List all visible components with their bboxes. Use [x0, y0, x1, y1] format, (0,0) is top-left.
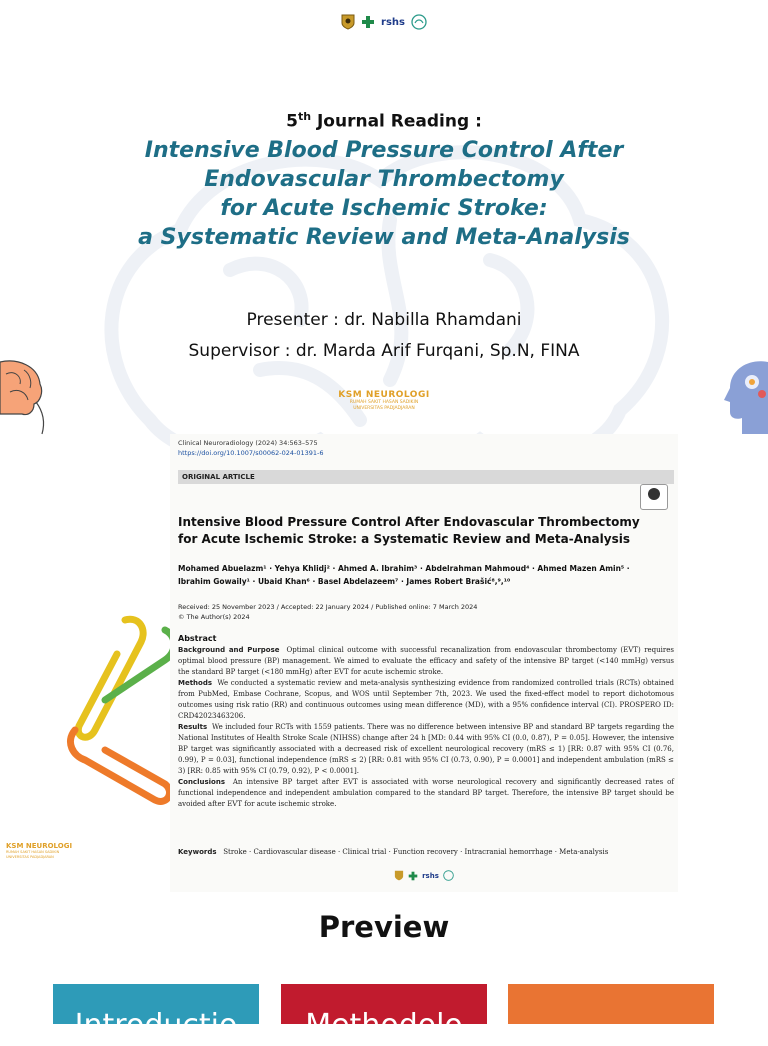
header-logos: [0, 10, 768, 34]
keywords: [178, 848, 674, 856]
paperclips-icon: [55, 610, 175, 810]
copyright-notice: © The Author(s) 2024: [178, 613, 250, 621]
people-block: [0, 305, 768, 367]
abstract-label-results: Results: [178, 723, 208, 731]
article-type-band: ORIGINAL ARTICLE: [178, 470, 674, 484]
university-seal-icon: [394, 870, 404, 881]
article-title-line: for Acute Ischemic Stroke: a Systematic Review and Meta-Analysis: [178, 532, 630, 546]
abstract-label-methods: Methods: [178, 679, 213, 687]
paper-preview: [170, 434, 678, 892]
author-line: Mohamed Abuelazm¹ · Yehya Khlidj² · Ahmed A. Ibrahim³ · Abdelrahman Mahmoud⁴ · Ahmed Mazen Amin⁵ ·: [178, 564, 630, 573]
keywords-text: Stroke · Cardiovascular disease · Clinical trial · Function recovery · Intracranial hemorrhage · Meta-analysis: [223, 848, 609, 856]
presenter-label: Presenter : dr. Nabilla Rhamdani: [246, 310, 522, 330]
ksm-sub-2: UNIVERSITAS PADJADJARAN: [6, 855, 54, 859]
hospital-emblem-icon: [443, 870, 454, 881]
abstract-label-background: Background and Purpose: [178, 646, 280, 654]
rshs-plus-icon: [408, 871, 418, 881]
supervisor-label: Supervisor : dr. Marda Arif Furqani, Sp.N, FINA: [188, 341, 580, 361]
author-list: [178, 562, 668, 588]
hospital-emblem-icon: [411, 14, 427, 30]
abstract-label-conclusions: Conclusions: [178, 778, 225, 786]
abstract-background: Optimal clinical outcome with successful recanalization from endovascular thrombectomy (EVT) requires optimal blood pressure (BP) management. We aimed to evaluate the efficacy and safety of the intensive BP target (<140 mmHg) versus the standard BP target (<180 mmHg) after EVT for acute ischemic stroke.: [178, 646, 674, 676]
check-for-updates-icon: [640, 484, 668, 510]
ksm-sub-2: UNIVERSITAS PADJADJARAN: [353, 406, 415, 411]
keywords-label: Keywords: [178, 848, 217, 856]
card-methodology[interactable]: Methodolo: [281, 984, 487, 1024]
presentation-title-line: Intensive Blood Pressure Control After: [144, 137, 624, 163]
abstract-conclusions: An intensive BP target after EVT is associated with worse neurological recovery and significantly decreased rates of functional independence and independent ambulation compared to the standard BP target. Therefore, the intensive BP target should be avoided after EVT for acute ischemic stroke.: [178, 778, 674, 808]
paper-meta: [178, 438, 324, 458]
ksm-logo-small: [6, 842, 72, 860]
abstract-body: [178, 645, 674, 810]
journal-citation: Clinical Neuroradiology (2024) 34:563–575: [178, 439, 318, 447]
ksm-logo: [0, 390, 768, 412]
card-introduction[interactable]: Introductio: [53, 984, 259, 1024]
publication-dates: [178, 602, 477, 622]
article-title: [178, 514, 648, 548]
paper-footer-logos: [170, 870, 678, 881]
received-dates: Received: 25 November 2023 / Accepted: 22 January 2024 / Published online: 7 March 2024: [178, 603, 478, 611]
preview-heading: Preview: [318, 910, 450, 944]
abstract-methods: We conducted a systematic review and meta-analysis synthesizing evidence from randomized controlled trials (RCTs) obtained from PubMed, Embase Cochrane, Scopus, and WOS until September 7th, 2023. We used the fixed-effect model to report dichotomous outcomes using risk ratio (RR) and continuous outcomes using mean difference (MD), with a 95% confidence interval (CI). PROSPERO ID: CRD42023463206.: [178, 679, 675, 720]
rshs-plus-icon: [361, 15, 375, 29]
rshs-logo-text: rshs: [381, 16, 405, 28]
ksm-sub-1: RUMAH SAKIT HASAN SADIKIN: [6, 850, 60, 854]
author-line: Ibrahim Gowaily¹ · Ubaid Khan⁶ · Basel Abdelazeem⁷ · James Robert Brašić⁸,⁹,¹⁰: [178, 577, 511, 586]
ksm-name: KSM NEUROLOGI: [338, 390, 430, 400]
presentation-title-line: a Systematic Review and Meta-Analysis: [138, 224, 630, 250]
presentation-title-line: Endovascular Thrombectomy: [204, 166, 564, 192]
journal-reading-label: 5th Journal Reading :: [286, 110, 482, 132]
title-block: [0, 110, 768, 252]
article-title-line: Intensive Blood Pressure Control After Endovascular Thrombectomy: [178, 515, 640, 529]
card-third-section[interactable]: [508, 984, 714, 1024]
university-seal-icon: [341, 14, 355, 30]
ksm-name: KSM NEUROLOGI: [6, 842, 73, 850]
abstract-heading: Abstract: [178, 634, 217, 643]
presentation-title-line: for Acute Ischemic Stroke:: [220, 195, 548, 221]
doi-link[interactable]: https://doi.org/10.1007/s00062-024-01391-6: [178, 449, 324, 457]
ksm-sub-1: RUMAH SAKIT HASAN SADIKIN: [349, 400, 419, 405]
abstract-results: We included four RCTs with 1559 patients. There was no difference between intensive BP and standard BP targets regarding the National Institutes of Health Stroke Scale (NIHSS) change after 24 h [MD: 0.44 with 95% CI (0.0, 0.87), P = 0.05]. However, the intensive BP target was significantly associated with a decreased risk of excellent neurological recovery (mRS ≤ 1) [RR: 0.87 with 95% CI (0.76, 0.99), P = 0.03], functional independence (mRS ≤ 2) [RR: 0.81 with 95% CI (0.73, 0.90), P = 0.0001] and independent ambulation (mRS ≤ 3) [RR: 0.85 with 95% CI (0.79, 0.92), P < 0.0001].: [178, 723, 674, 775]
rshs-logo-text: rshs: [422, 871, 439, 880]
